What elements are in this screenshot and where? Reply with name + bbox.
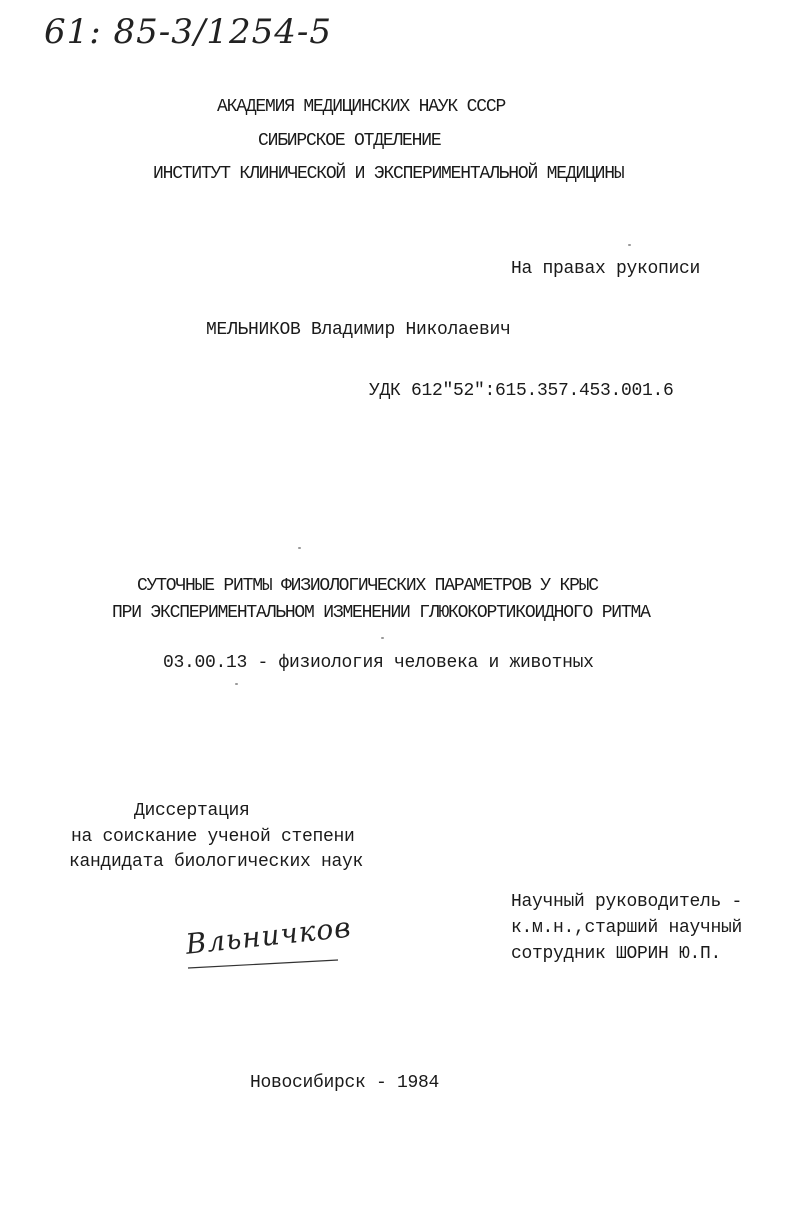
header-department: СИБИРСКОЕ ОТДЕЛЕНИЕ [258, 131, 441, 151]
title-line-2: ПРИ ЭКСПЕРИМЕНТАЛЬНОМ ИЗМЕНЕНИИ ГЛЮКОКОРТИКОИДНОГО РИТМА [112, 603, 650, 623]
header-academy: АКАДЕМИЯ МЕДИЦИНСКИХ НАУК СССР [217, 97, 506, 117]
city-year: Новосибирск - 1984 [250, 1073, 440, 1093]
dissertation-degree: на соискание ученой степени [71, 827, 355, 847]
udk-code: УДК 612"52":615.357.453.001.6 [369, 381, 674, 401]
dissertation-field: кандидата биологических наук [69, 852, 364, 872]
scan-speck [298, 547, 301, 549]
title-line-1: СУТОЧНЫЕ РИТМЫ ФИЗИОЛОГИЧЕСКИХ ПАРАМЕТРОВ У КРЫС [137, 576, 598, 596]
scan-speck [235, 683, 238, 685]
header-institute: ИНСТИТУТ КЛИНИЧЕСКОЙ И ЭКСПЕРИМЕНТАЛЬНОЙ МЕДИЦИНЫ [153, 164, 624, 184]
scan-speck [628, 244, 631, 246]
author-signature: Вльничков [184, 910, 353, 961]
signature-underline [178, 920, 348, 980]
scan-speck [381, 637, 384, 639]
specialty-code: 03.00.13 - физиология человека и животных [163, 653, 594, 673]
advisor-title: Научный руководитель - [511, 892, 743, 912]
archive-mark: 61: 85-3/1254-5 [44, 12, 333, 52]
advisor-degree: к.м.н.,старший научный [511, 918, 743, 938]
dissertation-label: Диссертация [134, 801, 250, 821]
author-name: МЕЛЬНИКОВ Владимир Николаевич [206, 320, 511, 340]
advisor-name: сотрудник ШОРИН Ю.П. [511, 944, 722, 964]
rights-notice: На правах рукописи [511, 259, 701, 279]
